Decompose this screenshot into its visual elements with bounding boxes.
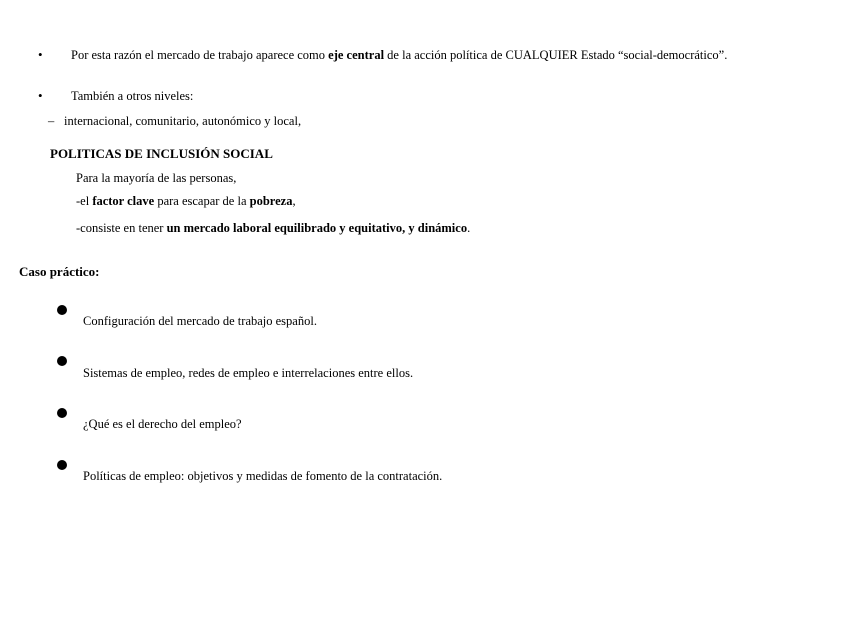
inclusion-line-2 — [76, 194, 296, 208]
case-item-4: Políticas de empleo: objetivos y medidas de fomento de la contratación. — [83, 469, 443, 483]
bullet-item-1-post: de la acción política de CUALQUIER Estado “social-democrático”. — [384, 48, 728, 62]
inclusion-heading: POLITICAS DE INCLUSIÓN SOCIAL — [50, 146, 273, 161]
case-bullet-marker — [57, 305, 67, 315]
bullet-marker: • — [38, 88, 43, 103]
bullet-item-1-bold: eje central — [328, 48, 385, 62]
inclusion-line-3-bold: un mercado laboral equilibrado y equitativo, y dinámico — [166, 221, 468, 235]
dash-item: internacional, comunitario, autonómico y local, — [64, 114, 302, 128]
bullet-marker: • — [38, 47, 43, 62]
inclusion-line-3-pre: -consiste en tener — [76, 221, 167, 235]
bullet-item-1 — [71, 48, 817, 62]
case-bullet-marker — [57, 356, 67, 366]
case-heading: Caso práctico: — [19, 264, 100, 279]
case-item-1: Configuración del mercado de trabajo español. — [83, 314, 317, 328]
inclusion-line-3 — [76, 221, 470, 235]
inclusion-line-1: Para la mayoría de las personas, — [76, 171, 237, 185]
inclusion-line-2-post: , — [292, 194, 296, 208]
case-item-3: ¿Qué es el derecho del empleo? — [83, 417, 242, 431]
case-bullet-marker — [57, 408, 67, 418]
bullet-item-1-pre: Por esta razón el mercado de trabajo aparece como — [71, 48, 329, 62]
case-item-2: Sistemas de empleo, redes de empleo e interrelaciones entre ellos. — [83, 366, 414, 380]
dash-marker: – — [48, 114, 55, 128]
bullet-item-2: También a otros niveles: — [71, 89, 194, 103]
inclusion-line-2-mid: para escapar de la — [154, 194, 250, 208]
inclusion-line-2-bold-2: pobreza — [249, 194, 293, 208]
case-bullet-marker — [57, 460, 67, 470]
inclusion-line-2-pre: -el — [76, 194, 93, 208]
inclusion-line-2-bold-1: factor clave — [92, 194, 155, 208]
inclusion-line-3-post: . — [467, 221, 471, 235]
